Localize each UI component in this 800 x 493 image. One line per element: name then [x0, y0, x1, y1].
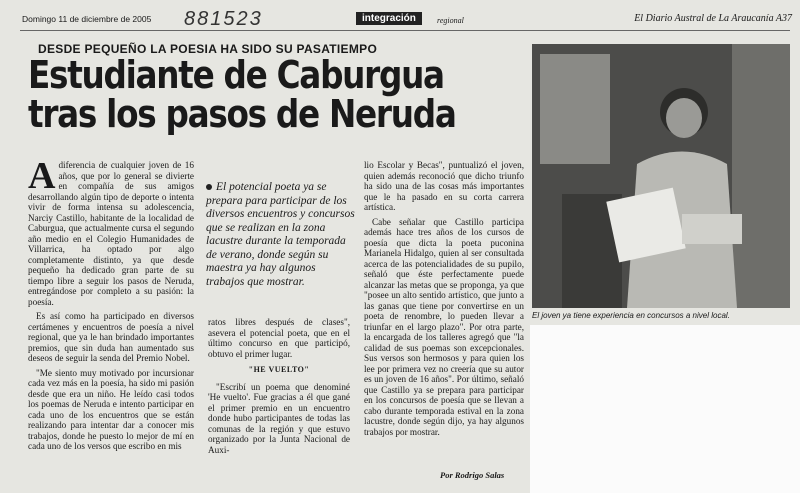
header-rule [20, 30, 790, 31]
paragraph: lio Escolar y Becas", puntualizó el joven, quien además reconoció que dicho triunfo ha sido una de las cosas más importantes que le ha pasado en su corta carrera artística. [364, 160, 524, 212]
byline: Por Rodrigo Salas [440, 470, 505, 480]
paragraph: "Me siento muy motivado por incursionar cada vez más en la poesía, ha sido mi pasión desde que era un niño. He leído casi todos los poemas de Neruda e intento participar en cada uno de los encuentros que se están realizando para intentar dar a conocer mis trabajos, donde he puesto lo mejor de mí en cada uno de los versos que escribo en mis [28, 367, 194, 451]
headline [28, 53, 456, 136]
archive-number: 881523 [184, 8, 263, 30]
section-label: integración [356, 12, 422, 25]
newspaper-name: El Diario Austral de La Araucanía A37 [634, 13, 792, 24]
pull-quote-text: El potencial poeta ya se prepara para participar de los diversos encuentros y concursos que se realizan en la zona lacustre durante la temporada de verano, donde según su maestra ya hay algunos trabajos que mostrar. [206, 181, 355, 288]
article-photo [532, 44, 790, 308]
blank-area [530, 325, 800, 493]
section-sublabel: regional [437, 16, 464, 25]
page-header [22, 10, 792, 30]
drop-cap: A [28, 155, 56, 197]
bullet-icon [206, 184, 212, 190]
paragraph: ratos libres después de clases", asevera el potencial poeta, que en el último concurso en que participó, obtuvo el primer lugar. [208, 317, 350, 359]
paragraph: "Escribí un poema que denominé 'He vuelto'. Fue gracias a él que gané el primer premio en un encuentro donde hubo participantes de todas las comunas de la región y que estuvo organizado por la Junta Nacional de Auxi- [208, 381, 350, 455]
photo-caption: El joven ya tiene experiencia en concursos a nivel local. [532, 311, 730, 320]
headline-line-1: Estudiante de Caburgua [28, 53, 444, 97]
kicker: DESDE PEQUEÑO LA POESIA HA SIDO SU PASATIEMPO [38, 42, 378, 56]
paragraph: diferencia de cualquier joven de 16 años, que por lo general se divierte en compañía de sus amigos desarrollando algún tipo de deporte o intenta vivir de forma intensa su adolescencia, Narciy Castillo, habitante de la localidad de Caburgua, que actualmente cursa el segundo año medio en el Colegio Humanidades de Villarrica, ha optado por algo completamente distinto, ya que desde pequeño ha dedicado gran parte de su tiempo libre a seguir los pasos de Neruda, entregándose por completo a su pasión: la poesía. [28, 160, 194, 307]
pull-quote [206, 181, 356, 289]
article-column-2 [208, 317, 350, 459]
paragraph: Es así como ha participado en diversos certámenes y encuentros de poesía a nivel regional, que ya le han brindado importantes premios, que sin duda han aumentado sus deseos de seguir la senda del Premio Nobel. [28, 311, 194, 363]
photo-figure [532, 44, 790, 308]
article-column-1 [28, 155, 194, 456]
issue-date: Domingo 11 de diciembre de 2005 [22, 14, 152, 24]
paragraph: Cabe señalar que Castillo participa además hace tres años de los cursos de poesía que dicta la poeta puconina Marianela Hidalgo, quien al ser consultada acerca de las potencialidades de su pupilo, señaló que éste perfectamente puede alcanzar las metas que se proponga, ya que "posee un alto sentido artístico, que junto a las ganas que tiene por convertirse en un poeta de renombre, lo pueden llevar a triunfar en el largo plazo". Por otra parte, la encargada de los talleres agregó que "la calidad de sus poemas son excepcionales. Sus versos son hermosos y para quien los lee por primera vez no creería que su autor es un joven de 16 años". Por último, señaló que Castillo ya se prepara para participar en los concursos de poesía que se llevan a cabo durante temporada estival en la zona lacustre, donde según dijo, ya hay algunos trabajos por mostrar. [364, 216, 524, 437]
article-column-3 [364, 160, 524, 441]
subheading: "HE VUELTO" [248, 365, 310, 374]
headline-line-2: tras los pasos de Neruda [28, 92, 456, 136]
